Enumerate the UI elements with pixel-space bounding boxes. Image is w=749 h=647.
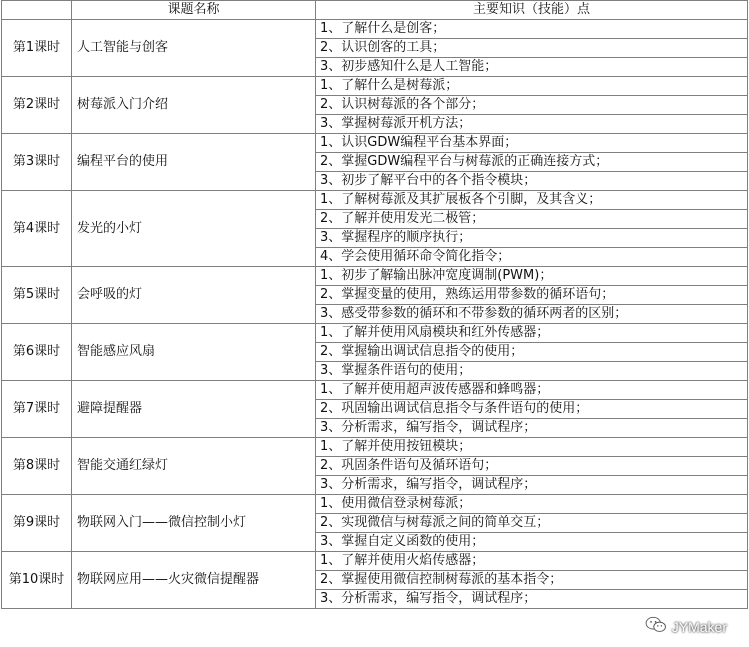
- knowledge-point: 3、分析需求，编写指令，调试程序；: [316, 590, 748, 609]
- knowledge-point: 1、了解并使用风扇模块和红外传感器；: [316, 324, 748, 343]
- lesson-title: 发光的小灯: [72, 191, 316, 267]
- knowledge-point: 1、了解什么是创客；: [316, 20, 748, 39]
- lesson-title: 物联网入门——微信控制小灯: [72, 495, 316, 552]
- table-row: [2, 552, 748, 571]
- knowledge-point: 3、掌握自定义函数的使用；: [316, 533, 748, 552]
- knowledge-point: 2、实现微信与树莓派之间的简单交互；: [316, 514, 748, 533]
- knowledge-point: 3、掌握程序的顺序执行；: [316, 229, 748, 248]
- header-points: 主要知识（技能）点: [316, 1, 748, 20]
- lesson-number: 第6课时: [2, 324, 72, 381]
- knowledge-point: 2、掌握使用微信控制树莓派的基本指令；: [316, 571, 748, 590]
- table-row: [2, 134, 748, 153]
- lesson-title: 物联网应用——火灾微信提醒器: [72, 552, 316, 609]
- table-row: [2, 267, 748, 286]
- lesson-title: 树莓派入门介绍: [72, 77, 316, 134]
- knowledge-point: 1、了解并使用火焰传感器；: [316, 552, 748, 571]
- course-table-body: [2, 20, 748, 609]
- knowledge-point: 2、掌握GDW编程平台与树莓派的正确连接方式；: [316, 153, 748, 172]
- knowledge-point: 1、使用微信登录树莓派；: [316, 495, 748, 514]
- header-lesson: [2, 1, 72, 20]
- knowledge-point: 3、感受带参数的循环和不带参数的循环两者的区别；: [316, 305, 748, 324]
- header-title: 课题名称: [72, 1, 316, 20]
- table-row: [2, 438, 748, 457]
- table-row: [2, 381, 748, 400]
- wechat-icon: [645, 616, 667, 637]
- knowledge-point: 1、了解树莓派及其扩展板各个引脚，及其含义；: [316, 191, 748, 210]
- lesson-number: 第4课时: [2, 191, 72, 267]
- lesson-title: 智能感应风扇: [72, 324, 316, 381]
- knowledge-point: 3、初步感知什么是人工智能；: [316, 58, 748, 77]
- knowledge-point: 3、初步了解平台中的各个指令模块；: [316, 172, 748, 191]
- watermark: [645, 616, 727, 637]
- lesson-title: 编程平台的使用: [72, 134, 316, 191]
- knowledge-point: 2、掌握变量的使用，熟练运用带参数的循环语句；: [316, 286, 748, 305]
- lesson-number: 第2课时: [2, 77, 72, 134]
- knowledge-point: 2、了解并使用发光二极管；: [316, 210, 748, 229]
- knowledge-point: 3、掌握条件语句的使用；: [316, 362, 748, 381]
- lesson-number: 第3课时: [2, 134, 72, 191]
- knowledge-point: 4、学会使用循环命令简化指令；: [316, 248, 748, 267]
- lesson-title: 智能交通红绿灯: [72, 438, 316, 495]
- table-row: [2, 20, 748, 39]
- lesson-number: 第7课时: [2, 381, 72, 438]
- lesson-number: 第8课时: [2, 438, 72, 495]
- knowledge-point: 2、认识树莓派的各个部分；: [316, 96, 748, 115]
- table-row: [2, 77, 748, 96]
- lesson-number: 第10课时: [2, 552, 72, 609]
- knowledge-point: 3、分析需求，编写指令，调试程序；: [316, 476, 748, 495]
- lesson-number: 第1课时: [2, 20, 72, 77]
- watermark-text: JYMaker: [671, 618, 727, 635]
- knowledge-point: 3、掌握树莓派开机方法；: [316, 115, 748, 134]
- knowledge-point: 2、巩固条件语句及循环语句；: [316, 457, 748, 476]
- lesson-number: 第5课时: [2, 267, 72, 324]
- header-row: [2, 1, 748, 20]
- table-row: [2, 324, 748, 343]
- knowledge-point: 1、了解并使用超声波传感器和蜂鸣器；: [316, 381, 748, 400]
- knowledge-point: 3、分析需求，编写指令，调试程序；: [316, 419, 748, 438]
- knowledge-point: 1、认识GDW编程平台基本界面；: [316, 134, 748, 153]
- knowledge-point: 1、了解并使用按钮模块；: [316, 438, 748, 457]
- knowledge-point: 2、巩固输出调试信息指令与条件语句的使用；: [316, 400, 748, 419]
- knowledge-point: 1、初步了解输出脉冲宽度调制(PWM)；: [316, 267, 748, 286]
- knowledge-point: 2、认识创客的工具；: [316, 39, 748, 58]
- table-row: [2, 191, 748, 210]
- table-row: [2, 495, 748, 514]
- lesson-title: 人工智能与创客: [72, 20, 316, 77]
- course-table: [1, 0, 748, 609]
- lesson-number: 第9课时: [2, 495, 72, 552]
- knowledge-point: 2、掌握输出调试信息指令的使用；: [316, 343, 748, 362]
- knowledge-point: 1、了解什么是树莓派；: [316, 77, 748, 96]
- lesson-title: 避障提醒器: [72, 381, 316, 438]
- lesson-title: 会呼吸的灯: [72, 267, 316, 324]
